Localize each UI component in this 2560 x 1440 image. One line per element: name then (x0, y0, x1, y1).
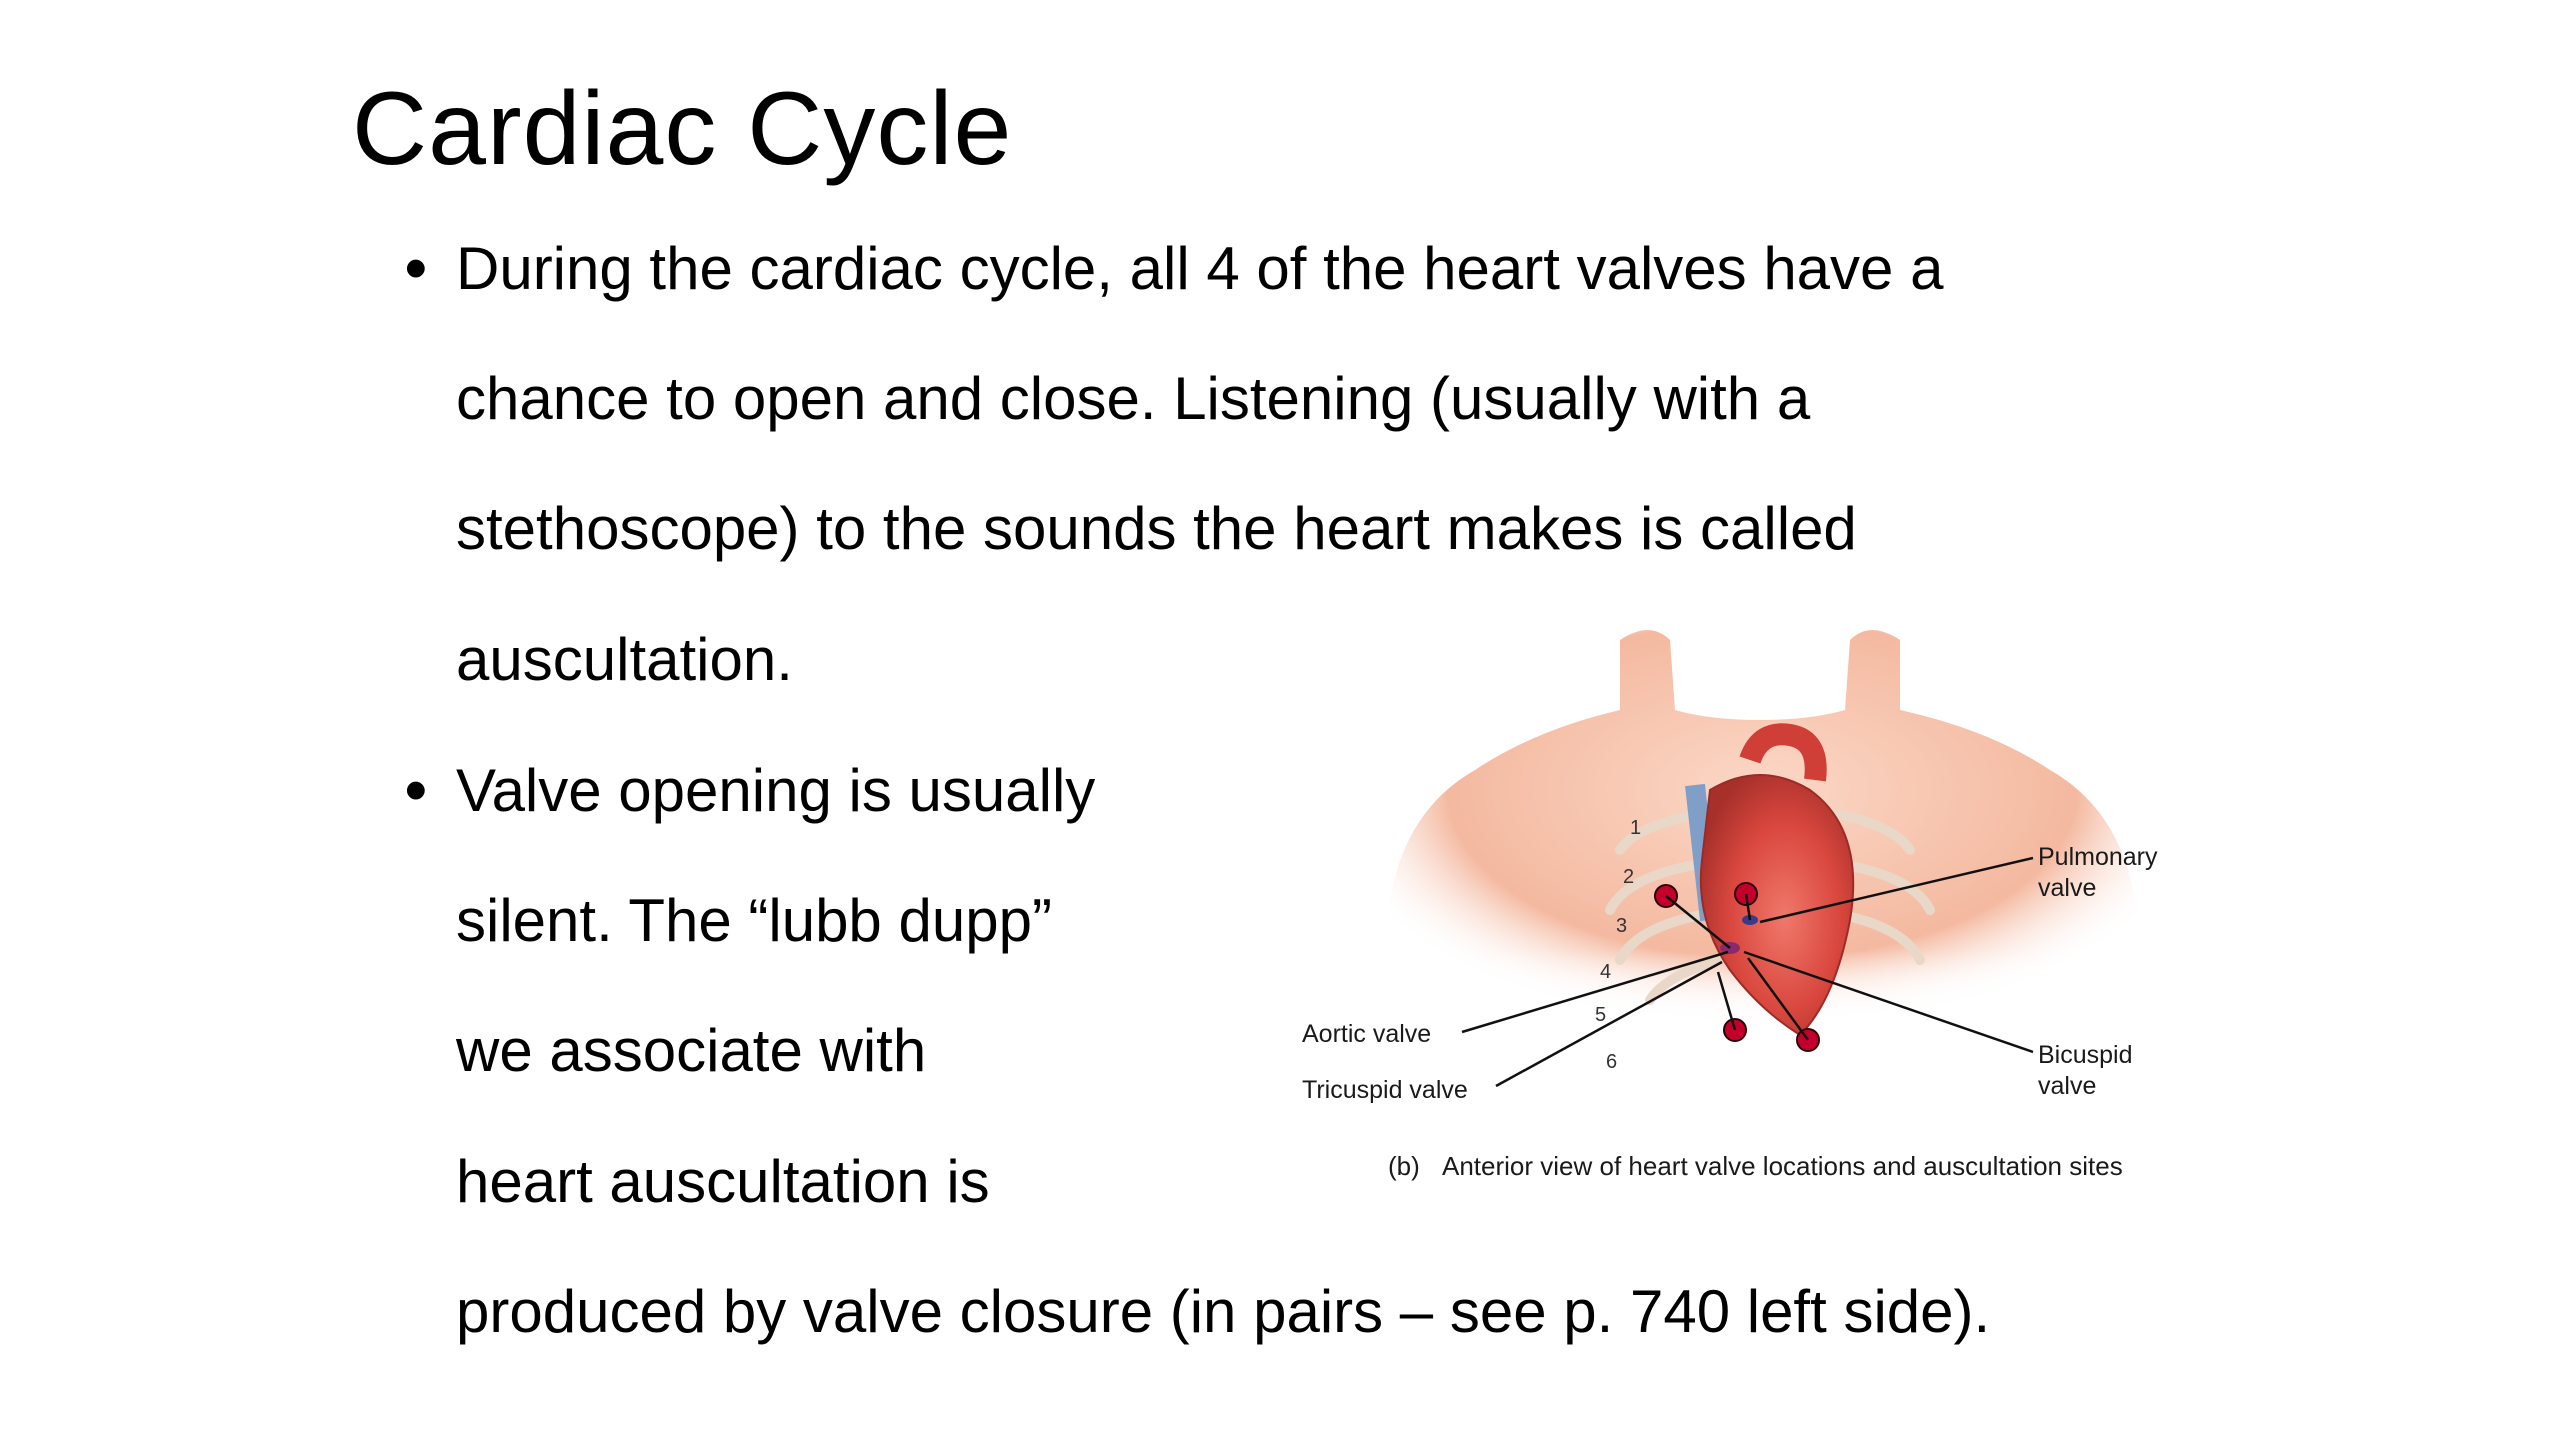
bullet-1-line-4: auscultation. (456, 626, 793, 693)
rib-number-5: 5 (1595, 1004, 1607, 1026)
bullet-2-line-2: silent. The “lubb dupp” (456, 887, 1052, 954)
label-bicuspid-1: Bicuspid (2038, 1041, 2133, 1069)
figure-caption: Anterior view of heart valve locations and auscultation sites (1442, 1151, 2123, 1181)
bullet-1-line-2: chance to open and close. Listening (usually with a (456, 365, 1811, 432)
rib-number-3: 3 (1616, 915, 1628, 937)
bullet-2-marker: • (405, 756, 427, 825)
bullet-1-line-1: During the cardiac cycle, all 4 of the heart valves have a (456, 235, 1944, 302)
label-tricuspid: Tricuspid valve (1302, 1076, 1468, 1104)
label-aortic: Aortic valve (1302, 1020, 1432, 1048)
rib-number-4: 4 (1600, 961, 1612, 983)
rib-number-2: 2 (1623, 866, 1635, 888)
bullet-2-line-5: produced by valve closure (in pairs – see p. 740 left side). (456, 1278, 1991, 1345)
label-bicuspid-2: valve (2038, 1072, 2097, 1100)
heart-valve-illustration (1290, 620, 2190, 1190)
bullet-2-line-3: we associate with (456, 1017, 927, 1084)
bullet-1-line-3: stethoscope) to the sounds the heart makes is called (456, 495, 1857, 562)
bullet-2-line-4: heart auscultation is (456, 1148, 990, 1215)
figure-caption-marker: (b) (1388, 1151, 1420, 1181)
heart-valve-figure (1290, 620, 2190, 1190)
slide-title: Cardiac Cycle (352, 71, 1013, 187)
bullet-2-line-1: Valve opening is usually (456, 757, 1096, 824)
bullet-1-marker: • (405, 234, 427, 303)
label-pulmonary-1: Pulmonary (2038, 843, 2158, 871)
rib-number-1: 1 (1630, 817, 1642, 839)
label-pulmonary-2: valve (2038, 874, 2097, 902)
rib-number-6: 6 (1606, 1051, 1618, 1073)
